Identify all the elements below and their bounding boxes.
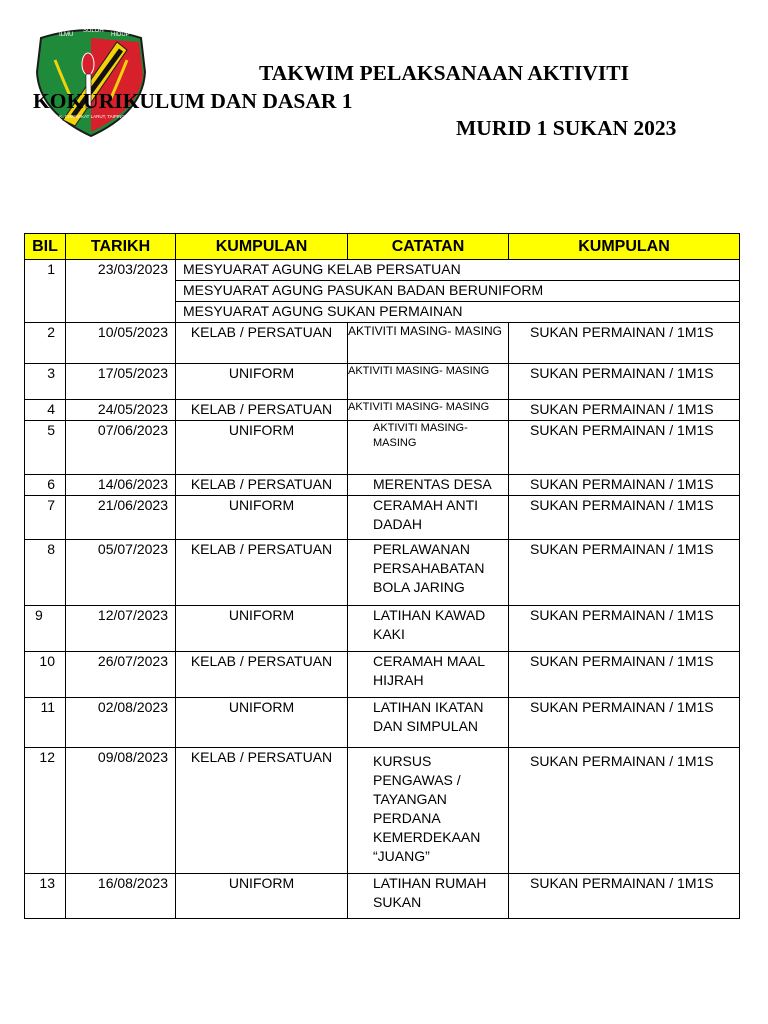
cell-sukan: SUKAN PERMAINAN / 1M1S — [509, 400, 740, 421]
cell-tarikh: 07/06/2023 — [66, 421, 176, 475]
table-header-row — [25, 234, 740, 260]
table-row — [25, 748, 740, 874]
cell-kumpulan: KELAB / PERSATUAN — [176, 748, 348, 874]
cell-tarikh: 05/07/2023 — [66, 540, 176, 606]
cell-bil: 3 — [25, 364, 66, 400]
cell-sukan: SUKAN PERMAINAN / 1M1S — [509, 698, 740, 748]
cell-catatan: MERENTAS DESA — [348, 475, 509, 496]
cell-catatan: LATIHAN KAWAD KAKI — [348, 606, 509, 652]
table-row — [25, 260, 740, 281]
header-bil: BIL — [25, 234, 66, 260]
cell-tarikh: 14/06/2023 — [66, 475, 176, 496]
header-kumpulan: KUMPULAN — [176, 234, 348, 260]
cell-catatan: PERLAWANAN PERSAHABATAN BOLA JARING — [348, 540, 509, 606]
cell-catatan: CERAMAH MAAL HIJRAH — [348, 652, 509, 698]
cell-catatan: AKTIVITI MASING- MASING — [348, 323, 509, 364]
logo-top-mid: SULOH — [83, 28, 104, 34]
cell-tarikh: 21/06/2023 — [66, 496, 176, 540]
table-row — [25, 874, 740, 919]
cell-kumpulan: UNIFORM — [176, 874, 348, 919]
cell-kumpulan: UNIFORM — [176, 496, 348, 540]
cell-kumpulan: UNIFORM — [176, 606, 348, 652]
title-line-3: MURID 1 SUKAN 2023 — [456, 116, 677, 140]
cell-catatan: AKTIVITI MASING- MASING — [348, 400, 509, 421]
cell-kumpulan: UNIFORM — [176, 698, 348, 748]
cell-sukan: SUKAN PERMAINAN / 1M1S — [509, 421, 740, 475]
cell-bil: 10 — [25, 652, 66, 698]
cell-tarikh: 24/05/2023 — [66, 400, 176, 421]
cell-catatan: LATIHAN RUMAH SUKAN — [348, 874, 509, 919]
cell-catatan: CERAMAH ANTI DADAH — [348, 496, 509, 540]
cell-bil: 6 — [25, 475, 66, 496]
cell-meeting: MESYUARAT AGUNG KELAB PERSATUAN — [176, 260, 740, 281]
table-row — [25, 421, 740, 475]
cell-catatan: AKTIVITI MASING- MASING — [348, 421, 509, 475]
cell-bil: 1 — [25, 260, 66, 323]
cell-sukan: SUKAN PERMAINAN / 1M1S — [509, 364, 740, 400]
logo-bottom-text: S.K. CHANGKAT LARUT, TAIPING — [55, 114, 125, 119]
cell-tarikh: 17/05/2023 — [66, 364, 176, 400]
header-kumpulan-2: KUMPULAN — [509, 234, 740, 260]
cell-sukan: SUKAN PERMAINAN / 1M1S — [509, 475, 740, 496]
cell-kumpulan: KELAB / PERSATUAN — [176, 323, 348, 364]
header-tarikh: TARIKH — [66, 234, 176, 260]
title-line-1: TAKWIM PELAKSANAAN AKTIVITI — [259, 61, 629, 85]
cell-tarikh: 12/07/2023 — [66, 606, 176, 652]
school-crest-logo — [33, 20, 149, 140]
cell-tarikh: 09/08/2023 — [66, 748, 176, 874]
cell-catatan: LATIHAN IKATAN DAN SIMPULAN — [348, 698, 509, 748]
cell-tarikh: 23/03/2023 — [66, 260, 176, 323]
cell-kumpulan: UNIFORM — [176, 421, 348, 475]
cell-sukan: SUKAN PERMAINAN / 1M1S — [509, 496, 740, 540]
cell-sukan: SUKAN PERMAINAN / 1M1S — [509, 874, 740, 919]
cell-bil: 4 — [25, 400, 66, 421]
cell-bil: 11 — [25, 698, 66, 748]
cell-bil: 8 — [25, 540, 66, 606]
cell-kumpulan: KELAB / PERSATUAN — [176, 540, 348, 606]
cell-tarikh: 16/08/2023 — [66, 874, 176, 919]
title-line-2: KOKURIKULUM DAN DASAR 1 — [33, 89, 353, 113]
table-row — [25, 323, 740, 364]
table-row — [25, 606, 740, 652]
cell-kumpulan: KELAB / PERSATUAN — [176, 475, 348, 496]
cell-tarikh: 26/07/2023 — [66, 652, 176, 698]
cell-sukan: SUKAN PERMAINAN / 1M1S — [509, 323, 740, 364]
cell-catatan: KURSUS PENGAWAS / TAYANGAN PERDANA KEMERDEKAAN “JUANG” — [348, 748, 509, 874]
table-row — [25, 540, 740, 606]
cell-sukan: SUKAN PERMAINAN / 1M1S — [509, 540, 740, 606]
cell-sukan: SUKAN PERMAINAN / 1M1S — [509, 652, 740, 698]
cell-kumpulan: UNIFORM — [176, 364, 348, 400]
cell-tarikh: 02/08/2023 — [66, 698, 176, 748]
table-row — [25, 496, 740, 540]
table-row — [25, 652, 740, 698]
cell-kumpulan: KELAB / PERSATUAN — [176, 652, 348, 698]
cell-meeting: MESYUARAT AGUNG SUKAN PERMAINAN — [176, 302, 740, 323]
cell-bil: 9 — [25, 606, 66, 652]
cell-tarikh: 10/05/2023 — [66, 323, 176, 364]
cell-bil: 7 — [25, 496, 66, 540]
table-row — [25, 364, 740, 400]
cell-sukan: SUKAN PERMAINAN / 1M1S — [509, 606, 740, 652]
cell-bil: 13 — [25, 874, 66, 919]
cell-meeting: MESYUARAT AGUNG PASUKAN BADAN BERUNIFORM — [176, 281, 740, 302]
schedule-table — [24, 233, 740, 919]
cell-bil: 2 — [25, 323, 66, 364]
header-catatan: CATATAN — [348, 234, 509, 260]
table-row — [25, 698, 740, 748]
table-row — [25, 475, 740, 496]
cell-kumpulan: KELAB / PERSATUAN — [176, 400, 348, 421]
logo-top-left: ILMU — [59, 32, 74, 38]
cell-catatan: AKTIVITI MASING- MASING — [348, 364, 509, 400]
table-row — [25, 400, 740, 421]
cell-bil: 5 — [25, 421, 66, 475]
cell-sukan: SUKAN PERMAINAN / 1M1S — [509, 748, 740, 874]
cell-bil: 12 — [25, 748, 66, 874]
logo-top-right: HIDUP — [111, 32, 130, 38]
